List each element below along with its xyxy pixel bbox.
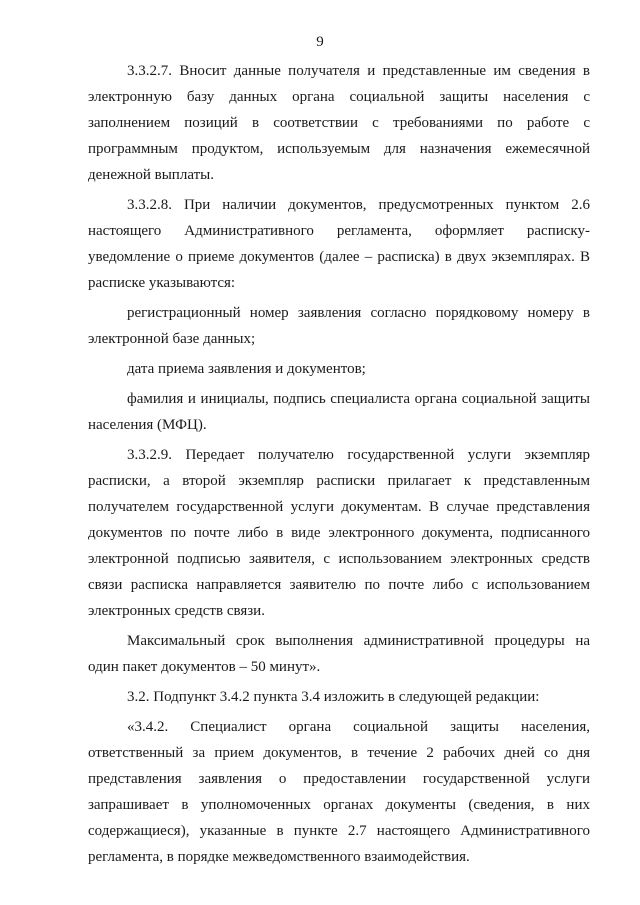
paragraph-3-3-2-7: 3.3.2.7. Вносит данные получателя и представленные им сведения в электронную базу данных органа социальной защиты населения с заполнением позиций в соответствии с требованиями по работе с программным продуктом, используемым для назначения ежемесячной денежной выплаты. — [88, 63, 590, 183]
paragraph-registration-number: регистрационный номер заявления согласно порядковому номеру в электронной базе данных; — [88, 305, 590, 347]
paragraph-max-duration: Максимальный срок выполнения административной процедуры на один пакет документов – 50 минут». — [88, 633, 590, 675]
paragraph-3-2-amendment: 3.2. Подпункт 3.4.2 пункта 3.4 изложить в следующей редакции: — [127, 689, 540, 705]
page-number: 9 — [316, 34, 324, 50]
document-body — [88, 58, 590, 874]
paragraph-3-3-2-8: 3.3.2.8. При наличии документов, предусмотренных пунктом 2.6 настоящего Административного регламента, оформляет расписку-уведомление о приеме документов (далее – расписка) в двух экземплярах. В расписке указываются: — [88, 197, 590, 291]
paragraph-specialist-signature: фамилия и инициалы, подпись специалиста органа социальной защиты населения (МФЦ). — [88, 391, 590, 433]
paragraph-3-4-2: «3.4.2. Специалист органа социальной защиты населения, ответственный за прием документов, в течение 2 рабочих дней со дня представления заявления о предоставлении государственной услуги запрашивает в уполномоченных органах документы (сведения, в них содержащиеся), указанные в пункте 2.7 настоящего Административного регламента, в порядке межведомственного взаимодействия. — [88, 719, 590, 865]
paragraph-3-3-2-9: 3.3.2.9. Передает получателю государственной услуги экземпляр расписки, а второй экземпляр расписки прилагает к представленным получателем государственной услуги документам. В случае представления документов по почте либо в виде электронного документа, подписанного электронной подписью заявителя, с использованием электронных средств связи расписка направляется заявителю по почте либо с использованием электронных средств связи. — [88, 447, 590, 619]
paragraph-receipt-date: дата приема заявления и документов; — [127, 361, 366, 377]
